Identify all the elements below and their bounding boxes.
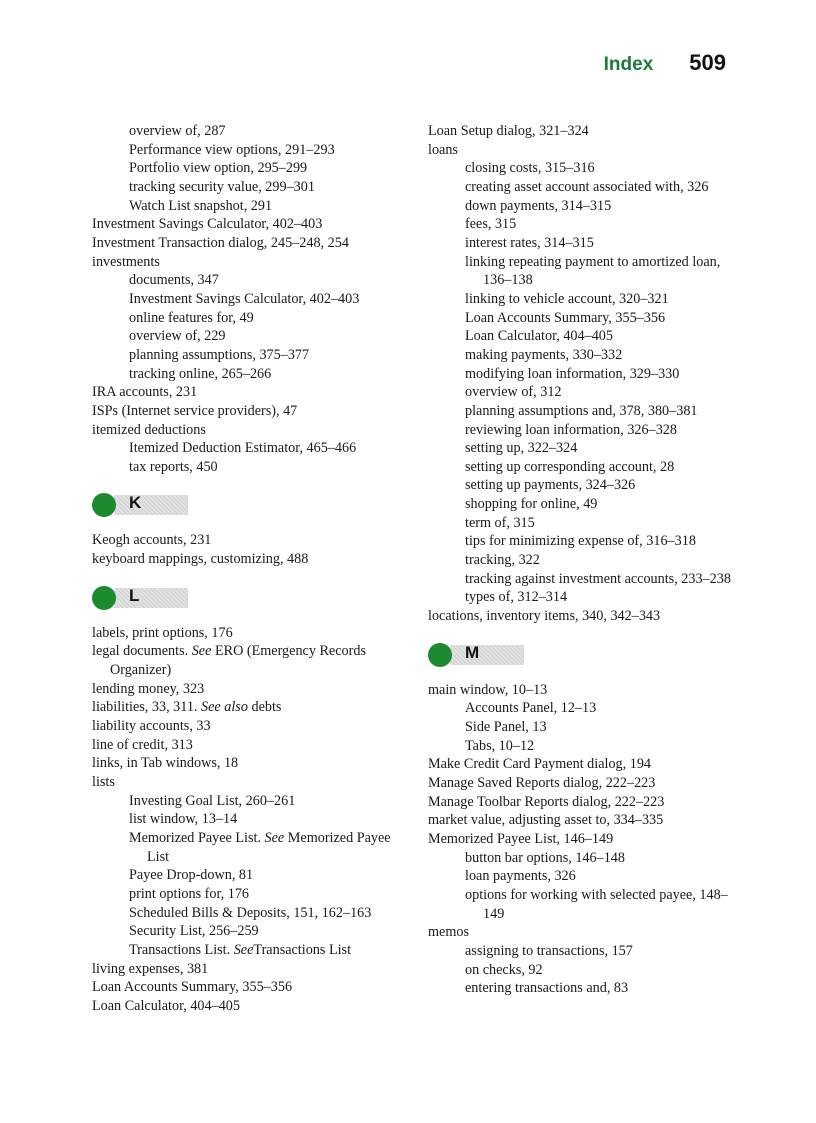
index-entry: Keogh accounts, 231 <box>92 532 212 549</box>
index-entry: labels, print options, 176 <box>92 624 233 641</box>
index-subentry: Memorized Payee List. See Memorized Payee List <box>129 830 391 865</box>
index-subentry: setting up, 322–324 <box>465 440 578 457</box>
index-entry: liabilities, 33, 311. See also debts <box>92 699 282 716</box>
index-subentry: Investing Goal List, 260–261 <box>129 792 296 809</box>
index-entry: keyboard mappings, customizing, 488 <box>92 551 309 568</box>
index-entry: links, in Tab windows, 18 <box>92 755 239 772</box>
index-entry: lists <box>92 774 115 791</box>
letter-heading-text: K <box>129 493 142 513</box>
index-subentry: creating asset account associated with, 326 <box>465 178 709 195</box>
index-subentry: setting up payments, 324–326 <box>465 477 636 494</box>
bullet-circle-icon <box>92 586 116 610</box>
index-subentry: shopping for online, 49 <box>465 496 598 513</box>
page-header <box>604 50 726 76</box>
page-number: 509 <box>689 50 726 75</box>
index-subentry: Payee Drop-down, 81 <box>129 867 254 884</box>
letter-heading-bar <box>114 585 188 608</box>
index-subentry: Itemized Deduction Estimator, 465–466 <box>129 440 357 457</box>
index-subentry: interest rates, 314–315 <box>465 234 594 251</box>
letter-heading-text: M <box>465 642 480 662</box>
index-entry: Loan Calculator, 404–405 <box>92 997 240 1014</box>
index-subentry: assigning to transactions, 157 <box>465 942 633 959</box>
index-subentry: planning assumptions and, 378, 380–381 <box>465 402 698 419</box>
index-subentry: reviewing loan information, 326–328 <box>465 421 677 438</box>
letter-heading-l <box>92 586 392 610</box>
index-entry: liability accounts, 33 <box>92 718 211 735</box>
index-entry: Manage Toolbar Reports dialog, 222–223 <box>428 793 665 810</box>
index-subentry: closing costs, 315–316 <box>465 160 595 177</box>
index-entry: market value, adjusting asset to, 334–335 <box>428 812 664 829</box>
index-entry: Loan Accounts Summary, 355–356 <box>92 979 293 996</box>
index-entry: memos <box>428 924 469 941</box>
index-entry: itemized deductions <box>92 421 206 438</box>
index-subentry: setting up corresponding account, 28 <box>465 458 675 475</box>
index-subentry: Loan Accounts Summary, 355–356 <box>465 309 666 326</box>
index-entry: Memorized Payee List, 146–149 <box>428 830 614 847</box>
index-subentry: tips for minimizing expense of, 316–318 <box>465 533 696 550</box>
index-subentry: entering transactions and, 83 <box>465 980 629 997</box>
letter-heading-m <box>428 643 748 667</box>
letter-heading-bar <box>114 495 188 515</box>
index-subentry: down payments, 314–315 <box>465 197 612 214</box>
see-reference: See <box>264 830 285 846</box>
index-subentry: linking to vehicle account, 320–321 <box>465 290 669 307</box>
bullet-circle-icon <box>92 493 116 517</box>
index-subentry: overview of, 229 <box>129 328 226 345</box>
index-entry: Loan Setup dialog, 321–324 <box>428 123 589 139</box>
index-subentry: modifying loan information, 329–330 <box>465 365 680 382</box>
index-entry: Make Credit Card Payment dialog, 194 <box>428 756 652 773</box>
index-entry: Investment Savings Calculator, 402–403 <box>92 216 323 233</box>
index-subentry: online features for, 49 <box>129 309 254 326</box>
index-subentry: tracking against investment accounts, 233–238 <box>465 570 731 587</box>
index-subentry: tracking security value, 299–301 <box>129 178 315 195</box>
index-entry: Manage Saved Reports dialog, 222–223 <box>428 775 656 791</box>
right-column <box>428 122 748 998</box>
index-subentry: list window, 13–14 <box>129 811 238 828</box>
index-subentry: planning assumptions, 375–377 <box>129 346 310 363</box>
index-entry: investments <box>92 253 160 270</box>
index-subentry: options for working with selected payee, 148–149 <box>465 886 728 922</box>
index-subentry: Performance view options, 291–293 <box>129 141 335 158</box>
see-reference: See also <box>201 699 248 716</box>
index-subentry: button bar options, 146–148 <box>465 849 625 866</box>
letter-heading-text: L <box>129 585 140 605</box>
index-subentry: fees, 315 <box>465 216 517 233</box>
index-entry: main window, 10–13 <box>428 681 548 698</box>
index-entry: lending money, 323 <box>92 680 205 697</box>
index-subentry: Watch List snapshot, 291 <box>129 197 273 214</box>
index-subentry: linking repeating payment to amortized loan, 136–138 <box>465 253 721 289</box>
index-subentry: term of, 315 <box>465 514 535 531</box>
index-subentry: Tabs, 10–12 <box>465 737 535 754</box>
letter-heading-k <box>92 493 392 517</box>
index-subentry: Loan Calculator, 404–405 <box>465 328 613 345</box>
index-subentry: Accounts Panel, 12–13 <box>465 700 597 717</box>
index-subentry: Transactions List. SeeTransactions List <box>129 941 352 958</box>
index-subentry: making payments, 330–332 <box>465 346 623 363</box>
see-reference: See <box>191 643 212 660</box>
left-column <box>92 122 392 1016</box>
section-title: Index <box>603 54 654 75</box>
bullet-circle-icon <box>428 643 452 667</box>
index-subentry: print options for, 176 <box>129 885 250 902</box>
index-subentry: on checks, 92 <box>465 961 543 978</box>
index-entry: living expenses, 381 <box>92 960 209 977</box>
index-entry: IRA accounts, 231 <box>92 384 198 401</box>
index-subentry: loan payments, 326 <box>465 868 576 885</box>
index-subentry: documents, 347 <box>129 272 219 289</box>
index-subentry: tracking online, 265–266 <box>129 365 272 382</box>
index-entry: Investment Transaction dialog, 245–248, 254 <box>92 234 349 251</box>
index-subentry: Side Panel, 13 <box>465 719 547 736</box>
index-subentry: overview of, 312 <box>465 384 562 401</box>
letter-heading-bar <box>450 642 524 665</box>
index-entry: legal documents. See ERO (Emergency Records Organizer) <box>92 643 366 679</box>
index-subentry: overview of, 287 <box>129 123 226 139</box>
index-entry: loans <box>428 141 458 158</box>
index-subentry: tracking, 322 <box>465 552 540 569</box>
index-subentry: Scheduled Bills & Deposits, 151, 162–163 <box>129 904 372 921</box>
index-subentry: types of, 312–314 <box>465 589 568 606</box>
index-entry: ISPs (Internet service providers), 47 <box>92 402 298 419</box>
see-reference: See <box>233 941 254 958</box>
index-entry: locations, inventory items, 340, 342–343 <box>428 608 661 625</box>
index-entry: line of credit, 313 <box>92 736 193 753</box>
index-subentry: Portfolio view option, 295–299 <box>129 160 308 177</box>
index-subentry: Investment Savings Calculator, 402–403 <box>129 290 360 307</box>
index-subentry: tax reports, 450 <box>129 458 218 475</box>
index-subentry: Security List, 256–259 <box>129 923 259 940</box>
